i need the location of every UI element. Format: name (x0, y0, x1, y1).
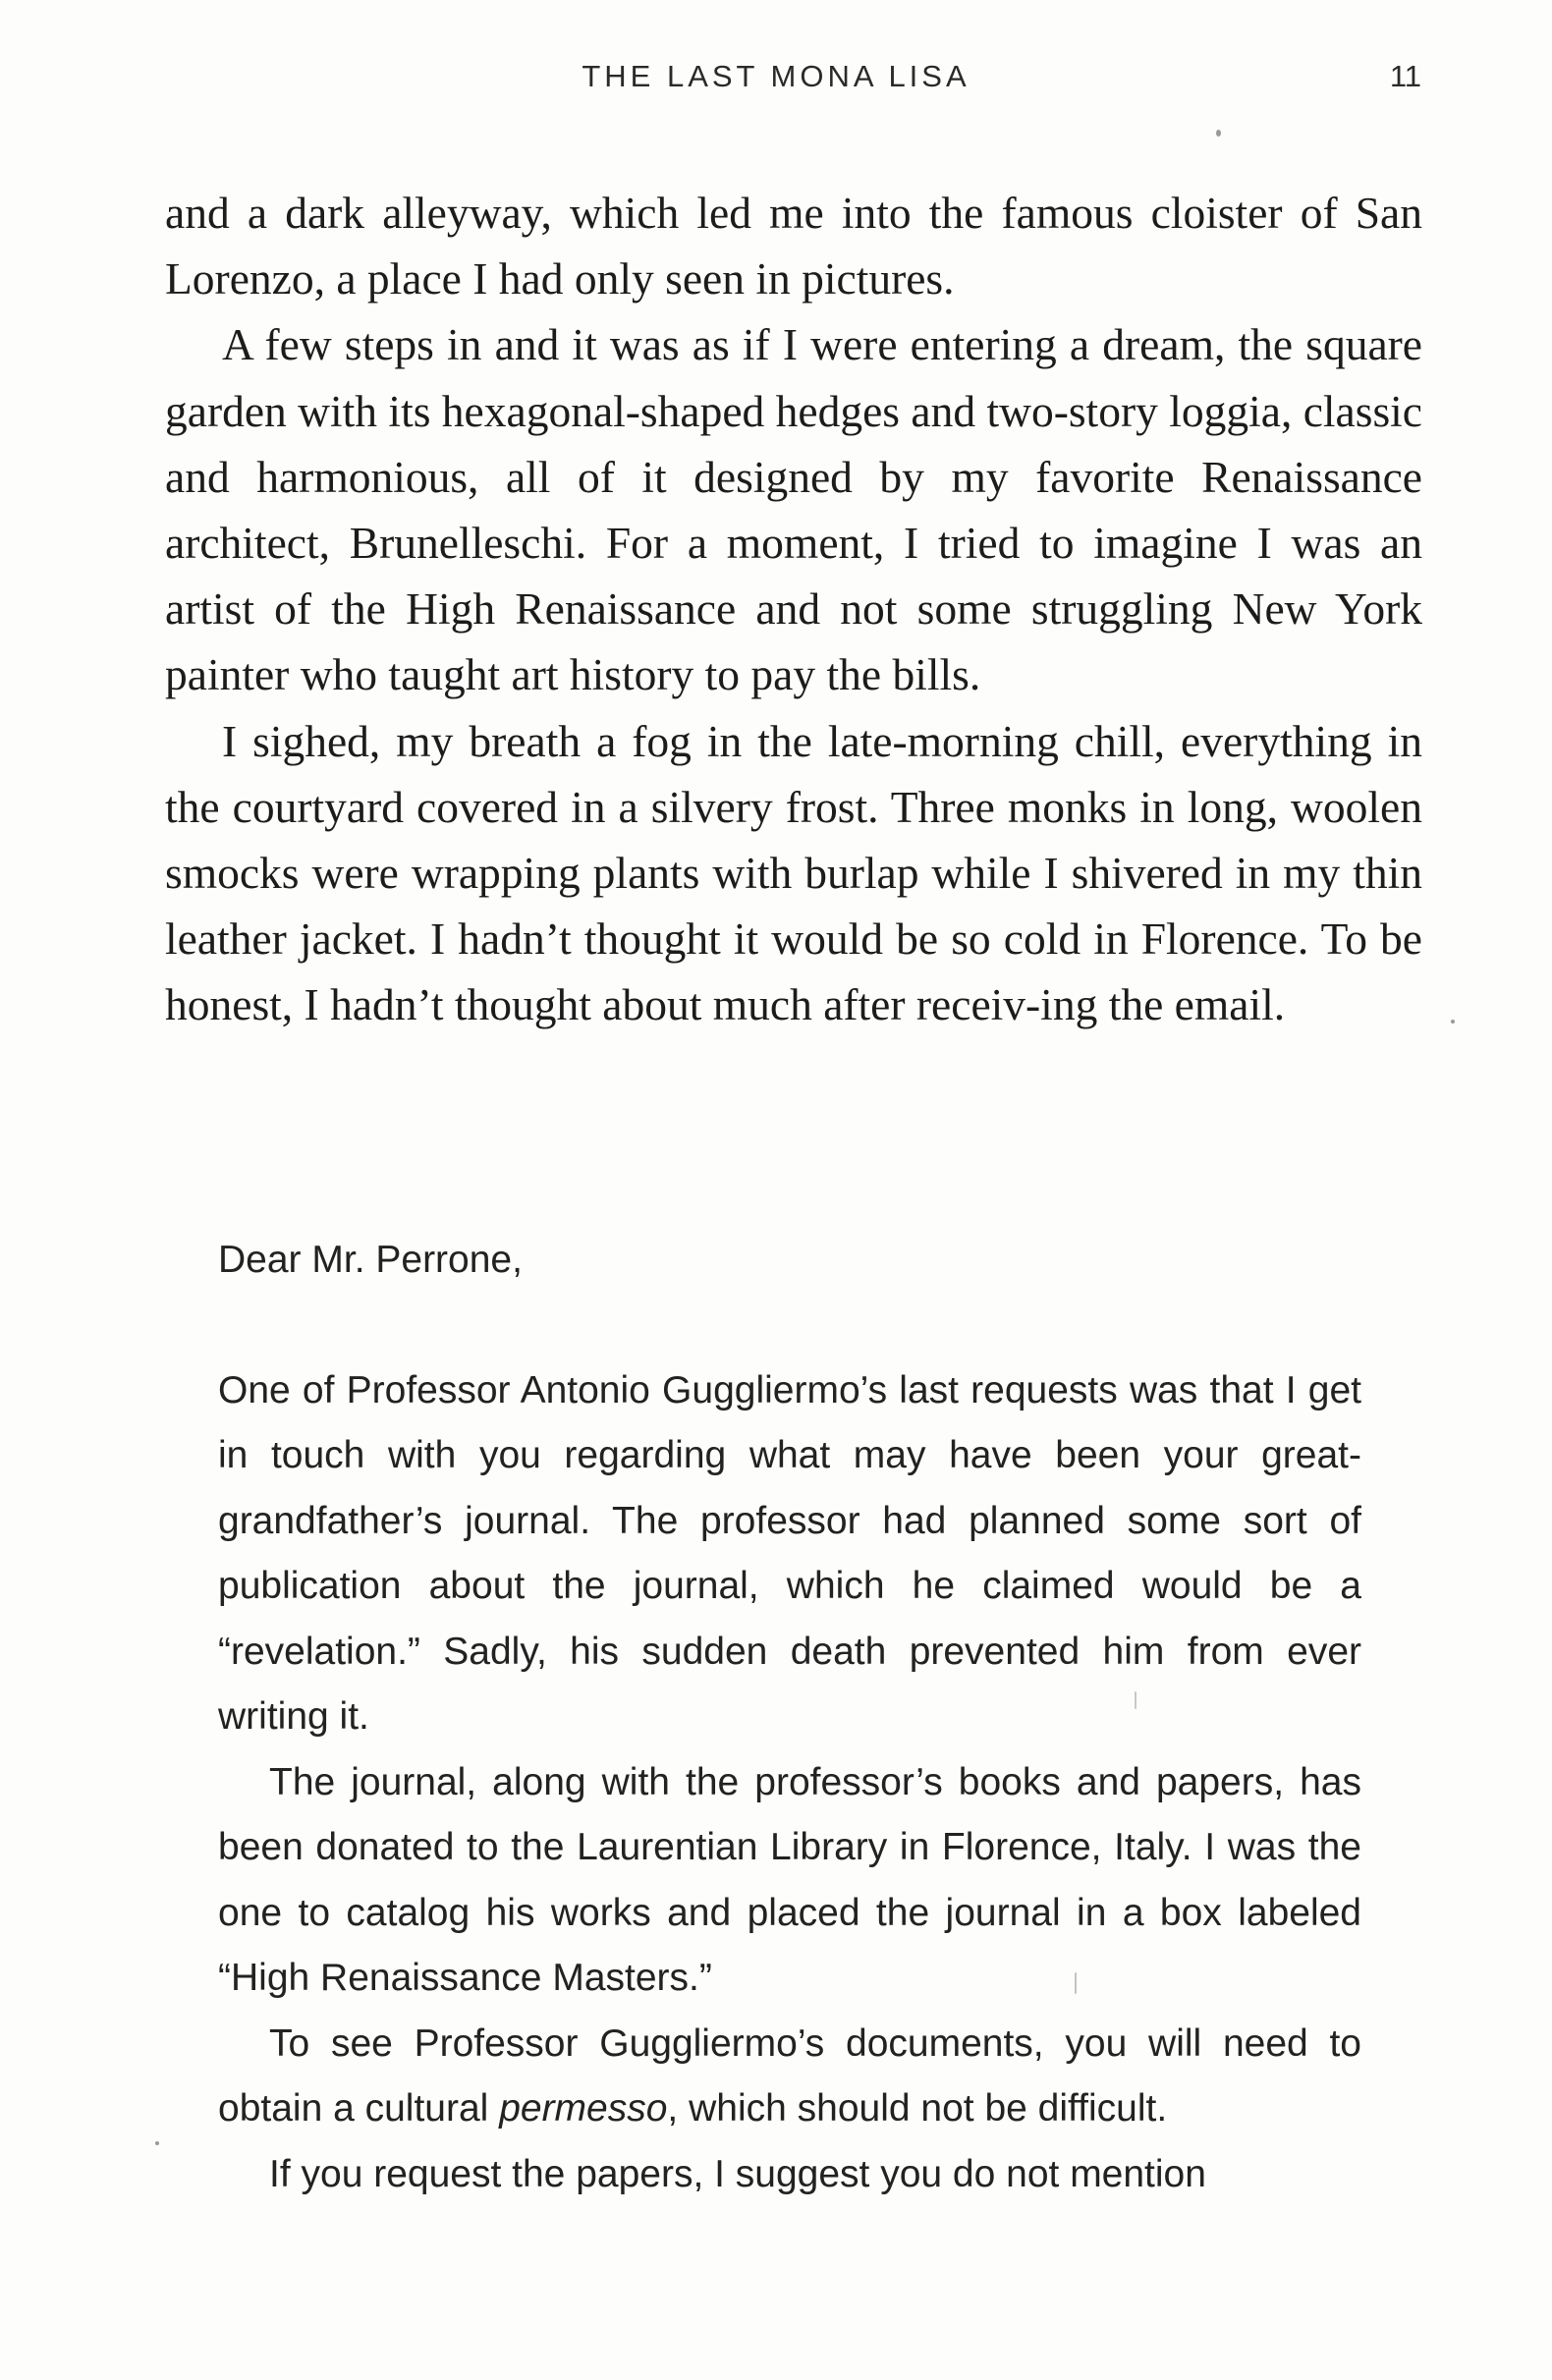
permesso-word: permesso (499, 2087, 668, 2130)
letter-paragraph-3-end: , which should not be difficult. (667, 2087, 1168, 2130)
scan-speck (155, 2141, 159, 2145)
scan-speck (1135, 1691, 1136, 1709)
letter-paragraph-3 (218, 2012, 1361, 2142)
scan-speck (1216, 130, 1221, 137)
page-number: 11 (1389, 59, 1421, 93)
letter-paragraph-4: If you request the papers, I suggest you do not mention (269, 2152, 1206, 2195)
narrative-paragraph-1: and a dark alleyway, which led me into the famous cloister of San Lorenzo, a place I had only seen in pictures. (165, 188, 1422, 304)
scan-speck (1075, 1972, 1077, 1994)
letter-paragraph-1: One of Professor Antonio Guggliermo’s last requests was that I get in touch with you regarding what may have been your great-grandfather’s journal. The professor had planned some sort of publication about the journal, which he claimed would be a “revelation.” Sadly, his sudden death prevented him from ever writing it. (218, 1368, 1361, 1738)
book-title: THE LAST MONA LISA (582, 59, 970, 93)
letter-salutation: Dear Mr. Perrone, (218, 1239, 523, 1281)
letter-paragraph-2: The journal, along with the professor’s books and papers, has been donated to the Laurentian Library in Florence, Italy. I was the one to catalog his works and placed the journal in a box labeled “High Renaissance Masters.” (218, 1760, 1361, 1999)
email-letter (218, 1228, 1361, 2207)
narrative-text (165, 180, 1422, 1038)
scan-speck (1451, 1020, 1455, 1024)
narrative-paragraph-2: A few steps in and it was as if I were entering a dream, the square garden with its hexagonal-shaped hedges and two-story loggia, classic and harmonious, all of it designed by my favorite Renaissance architect, Brunelleschi. For a moment, I tried to imagine I was an artist of the High Renaissance and not some struggling New York painter who taught art history to pay the bills. (165, 319, 1422, 700)
running-head (0, 55, 1552, 102)
narrative-paragraph-3: I sighed, my breath a fog in the late-morning chill, everything in the courtyard covered in a silvery frost. Three monks in long, woolen smocks were wrapping plants with burlap while I shivered in my thin leather jacket. I hadn’t thought it would be so cold in Florence. To be honest, I hadn’t thought about much after receiv-ing the email. (165, 715, 1422, 1030)
letter-paragraph-3-start: To see Professor Guggliermo’s documents, you will need to obtain a cultural (218, 2021, 1361, 2130)
